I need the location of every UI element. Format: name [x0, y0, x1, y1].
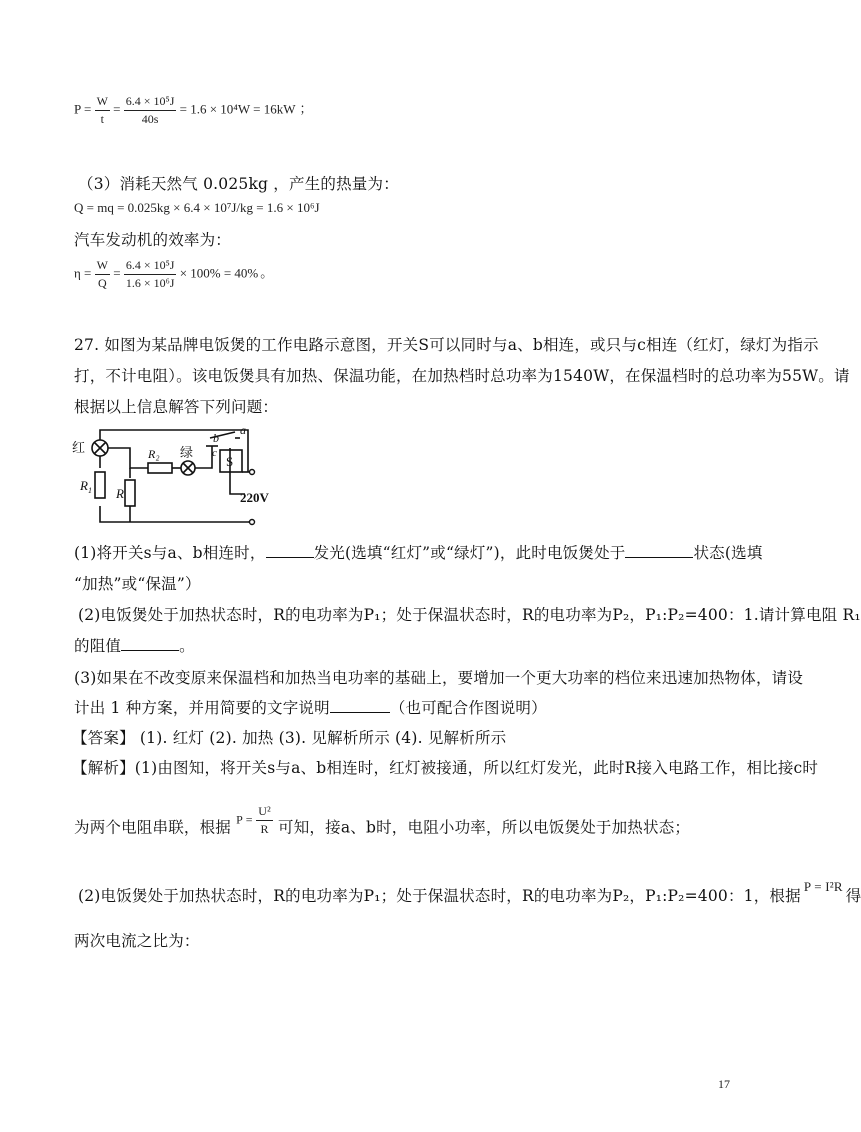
explanation-line1: 【解析】(1)由图知，将开关s与a、b相连时，红灯被接通，所以红灯发光，此时R接入电路工作，相比接c时: [72, 759, 819, 777]
sub3-line2: 计出 1 种方案，并用简要的文字说明 （也可配合作图说明）: [74, 699, 547, 717]
red-lamp: [92, 440, 108, 456]
question-27-line2: 打，不计电阻）。该电饭煲具有加热、保温功能，在加热档时总功率为1540W，在保温档时的总功率为55W。请: [74, 367, 850, 385]
terminal-top: [250, 470, 255, 475]
p-u2-over-r-formula: P = $\frac{\text{U²}}{R}$: [236, 804, 271, 836]
green-lamp-label: 绿: [180, 445, 194, 460]
heat-formula: Q = mq = 0.025kg × 6.4 × 10⁷J/kg = 1.6 × 10⁶J: [74, 200, 320, 215]
sub2-line1: (2)电饭煲处于加热状态时，R的电功率为P₁；处于保温状态时，R的电功率为P₂，P₁:P₂=400：1.请计算电阻 R₁: [78, 606, 861, 624]
page-number: 17: [718, 1077, 730, 1091]
circuit-diagram: [70, 422, 290, 530]
resistor-r1: [95, 472, 105, 498]
green-lamp: [181, 461, 195, 475]
contact-c: c: [212, 447, 217, 459]
explanation-line3: (2)电饭煲处于加热状态时，R的电功率为P₁；处于保温状态时，R的电功率为P₂，P₁:P₂=400：1，根据$^{P = I^2R}$得: [78, 879, 861, 905]
resistor-r: [125, 480, 135, 506]
contact-b: b: [213, 431, 219, 445]
red-lamp-label: 红: [72, 440, 86, 455]
sub1-line2: “加热”或“保温”）: [74, 575, 201, 593]
explanation-line2: 为两个电阻串联，根据 P = $\frac{\text{U²}}{R}$ 可知，接a、b时，电阻小功率，所以电饭煲处于加热状态；: [74, 804, 691, 837]
sub2-line2: 的阻值 。: [74, 637, 195, 655]
question-27-line3: 根据以上信息解答下列问题：: [74, 398, 279, 416]
answer-blank-3[interactable]: [121, 636, 179, 651]
terminal-bottom: [250, 520, 255, 525]
answer-blank-4[interactable]: [330, 698, 390, 713]
explanation-line4: 两次电流之比为：: [74, 932, 200, 950]
resistor-r2: [148, 463, 172, 473]
efficiency-formula: η = $\frac{W}{Q}$ = $\frac{\text{6.4 × 10⁵J}}{\text{1.6 × 10⁶J}}$ × 100% = 40% 。: [74, 258, 274, 290]
answer-blank-2[interactable]: [625, 543, 693, 558]
answer-line: 【答案】 (1). 红灯 (2). 加热 (3). 见解析所示 (4). 见解析所示: [72, 729, 507, 747]
sub1-line1: (1)将开关s与a、b相连时， 发光(选填“红灯”或“绿灯”)，此时电饭煲处于 状态(选填: [74, 544, 763, 562]
power-formula: P = $\frac{W}{t}$ = $\frac{\text{6.4 × 10⁵J}}{40s}$ = 1.6 × 10⁴W = 16kW ；: [74, 94, 313, 126]
p-i2r-formula: P = I²R: [803, 879, 843, 894]
r2-label: R₂: [148, 447, 160, 461]
r1-label: $R_1$: [80, 478, 92, 495]
question-27-line1: 27. 如图为某品牌电饭煲的工作电路示意图，开关S可以同时与a、b相连，或只与c相连（红灯，绿灯为指示: [74, 336, 819, 354]
r-label: R: [116, 486, 124, 501]
voltage-label: 220V: [240, 490, 269, 505]
efficiency-intro: 汽车发动机的效率为：: [74, 231, 232, 249]
part3-heading: （3）消耗天然气 0.025kg ，产生的热量为：: [78, 175, 399, 193]
answer-blank-1[interactable]: [266, 543, 314, 558]
contact-a: a: [240, 423, 246, 437]
switch-label: S: [226, 454, 234, 469]
sub3-line1: (3)如果在不改变原来保温档和加热当电功率的基础上，要增加一个更大功率的档位来迅速加热物体，请设: [74, 669, 804, 687]
